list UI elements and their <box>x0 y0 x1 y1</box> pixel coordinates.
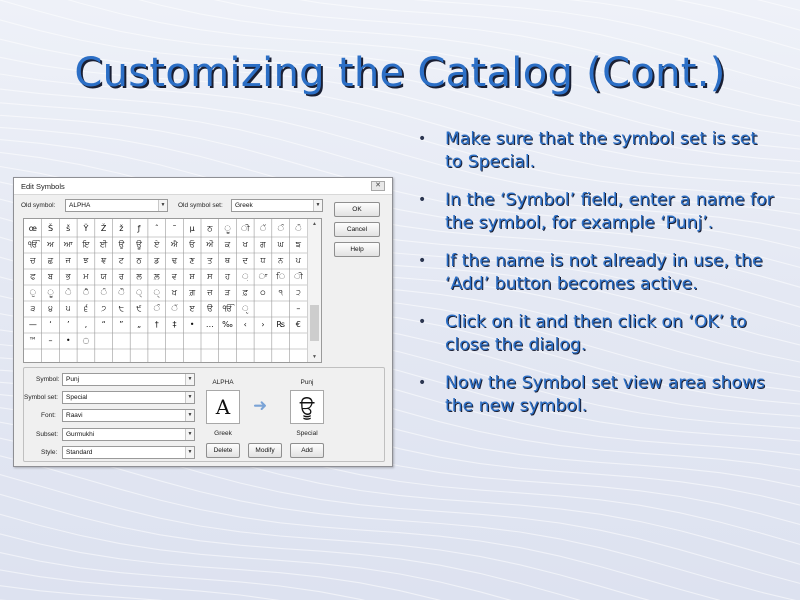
symbol-cell[interactable] <box>254 301 272 317</box>
symbol-cell[interactable]: ਜ <box>65 256 71 265</box>
modify-button[interactable]: Modify <box>248 443 282 458</box>
symbol-cell[interactable]: ੋ <box>295 224 302 233</box>
symbol-cell[interactable]: • <box>65 336 71 345</box>
symbol-cell[interactable]: ਙ <box>295 240 301 249</box>
symbol-cell[interactable]: ਵ <box>171 272 177 281</box>
symbol-cell[interactable]: ਝ <box>83 256 89 265</box>
symbol-cell[interactable]: ੑ <box>153 288 160 297</box>
bullet-glyph: • <box>418 314 427 330</box>
symbol-cell[interactable]: ੇ <box>65 288 72 297</box>
symbol-cell[interactable] <box>166 333 184 349</box>
symbol-cell[interactable]: ਼ <box>242 272 249 281</box>
symbol-cell[interactable]: ੈ <box>82 288 90 297</box>
chevron-down-icon[interactable]: ▼ <box>185 447 194 458</box>
symbol-cell[interactable]: µ <box>189 224 195 233</box>
symbol-cell[interactable]: ‹ <box>243 320 247 329</box>
symbol-cell[interactable]: “ <box>101 320 106 329</box>
symbol-cell[interactable]: ˜ <box>172 224 177 233</box>
ok-button[interactable]: OK <box>334 202 380 217</box>
bullet-text: Make sure that the symbol set is set to Special. <box>445 129 758 172</box>
symbol-cell[interactable]: ₨ <box>276 320 285 329</box>
bullet-text: If the name is not already in use, the ‘Add’ button becomes active. <box>445 251 763 294</box>
symbol-cell[interactable]: ੴ <box>27 240 38 249</box>
style-label: Style: <box>41 449 58 456</box>
symbol-cell[interactable] <box>272 333 290 349</box>
symbol-cell[interactable]: ਏ <box>154 240 160 249</box>
symbol-cell[interactable]: ਓ <box>189 240 195 249</box>
symbol-cell[interactable] <box>130 333 148 349</box>
symbol-cell[interactable]: ਪ <box>295 256 301 265</box>
symbol-cell[interactable]: ˆ <box>154 224 159 233</box>
help-button[interactable]: Help <box>334 242 380 257</box>
add-button[interactable]: Add <box>290 443 324 458</box>
scroll-thumb[interactable] <box>310 305 319 341</box>
scroll-up-icon[interactable]: ▲ <box>312 221 317 227</box>
symbol-cell[interactable]: ਥ <box>224 256 231 265</box>
symbol-cell[interactable] <box>254 333 272 349</box>
symbol-cell[interactable]: ਜ਼ <box>207 288 213 297</box>
symbol-cell[interactable]: ੳ <box>206 304 213 313</box>
bullet-glyph: • <box>418 253 427 269</box>
bullet-item <box>418 250 778 296</box>
symbol-cell[interactable]: ੬ <box>83 304 88 313</box>
symbol-cell[interactable]: ਬ <box>48 272 54 281</box>
delete-button[interactable]: Delete <box>206 443 240 458</box>
bullet-glyph: • <box>418 131 427 147</box>
bullet-item <box>418 372 778 418</box>
symbol-cell[interactable]: ੌ <box>118 288 125 297</box>
symbol-cell[interactable]: ਔ <box>206 240 214 249</box>
bullet-item <box>418 128 778 174</box>
symbol-cell[interactable]: … <box>205 320 214 329</box>
chevron-down-icon[interactable]: ▼ <box>185 374 194 385</box>
symbol-cell[interactable]: ‰ <box>222 320 233 329</box>
symbol-cell[interactable]: ਛ <box>47 256 54 265</box>
symbol-cell[interactable]: ਮ <box>83 272 89 281</box>
symbol-cell[interactable]: ੯ <box>136 304 142 313</box>
symbol-cell[interactable]: ਖ <box>242 240 248 249</box>
symbol-cell[interactable] <box>148 333 166 349</box>
symbol-cell[interactable]: ੱ <box>259 224 267 233</box>
bullet-item <box>418 311 778 357</box>
bullet-text: In the ‘Symbol’ field, enter a name for the symbol, for example ‘Punj’. <box>445 190 774 233</box>
symbol-cell[interactable]: ੵ <box>242 304 249 313</box>
symbol-cell[interactable]: ਊ <box>136 240 142 249</box>
symbol-cell[interactable]: ਸ਼ <box>189 272 195 281</box>
symbol-cell[interactable]: ਭ <box>65 272 71 281</box>
symbol-cell[interactable]: ਢ <box>171 256 178 265</box>
symbol-cell[interactable]: ਾ <box>258 272 268 281</box>
symbol-cell[interactable]: Ž <box>100 224 107 233</box>
new-preview-set: Special <box>296 430 318 437</box>
symbol-cell[interactable]: › <box>261 320 265 329</box>
symbol-cell[interactable]: — <box>28 320 37 329</box>
old-symbol-preview: A <box>206 390 240 424</box>
symbol-cell[interactable]: ੰ <box>153 304 160 313</box>
edit-symbols-dialog <box>13 177 393 467</box>
symbol-cell[interactable]: ਞ <box>101 256 107 265</box>
slide-title: Customizing the Catalog (Cont.) <box>74 50 726 96</box>
chevron-down-icon[interactable]: ▼ <box>158 200 167 211</box>
symbol-cell[interactable] <box>219 333 237 349</box>
new-symbol-preview: ਊ <box>290 390 324 424</box>
symbol-cell[interactable] <box>95 333 113 349</box>
symbol-cell[interactable]: – <box>296 304 301 313</box>
font-select[interactable] <box>62 409 195 422</box>
symbol-cell[interactable] <box>201 333 219 349</box>
new-preview-name: Punj <box>300 379 314 386</box>
dialog-title: Edit Symbols <box>21 182 65 191</box>
symbol-cell[interactable]: œ <box>28 224 37 233</box>
symbol-cell[interactable]: ੲ <box>189 304 195 313</box>
symbol-cell[interactable]: ž <box>119 224 124 233</box>
old-preview-set: Greek <box>214 430 232 437</box>
symbol-cell[interactable]: ਡ <box>154 256 160 265</box>
subset-select[interactable] <box>62 428 195 441</box>
symbol-cell[interactable]: ਇ <box>82 240 90 249</box>
symbol-cell[interactable]: ਦ <box>242 256 248 265</box>
symbol-cell[interactable]: Ÿ <box>83 224 89 233</box>
bullet-list <box>418 128 778 433</box>
symbol-cell[interactable]: ਉ <box>118 240 125 249</box>
symbol-cell[interactable] <box>290 333 308 349</box>
symbol-cell[interactable]: š <box>66 224 71 233</box>
symbol-cell[interactable]: ਗ਼ <box>189 288 196 297</box>
symbol-cell[interactable]: ਘ <box>277 240 284 249</box>
old-symbol-select[interactable] <box>65 199 168 212</box>
symbol-cell[interactable]: ੍ <box>135 288 143 297</box>
symbol-cell[interactable]: ੂ <box>224 224 231 233</box>
arrow-right-icon: ➜ <box>253 396 268 415</box>
symbol-cell[interactable]: ੰ <box>277 224 284 233</box>
symbol-cell[interactable]: ਕ <box>224 240 231 249</box>
symbol-cell[interactable]: ਿ <box>276 272 286 281</box>
symbol-cell[interactable] <box>113 333 131 349</box>
old-preview-name: ALPHA <box>212 379 234 386</box>
symbol-set-combo[interactable] <box>62 391 195 404</box>
symbol-cell[interactable]: ੪ <box>48 304 53 313</box>
old-symbol-set-select[interactable] <box>231 199 323 212</box>
bullet-text: Click on it and then click on ‘OK’ to close the dialog. <box>445 312 747 355</box>
old-symbol-label: Old symbol: <box>21 202 56 209</box>
symbol-cell[interactable] <box>236 333 254 349</box>
cancel-button[interactable]: Cancel <box>334 222 380 237</box>
symbol-cell[interactable]: ੋ <box>100 288 107 297</box>
symbol-cell[interactable]: ƒ <box>137 224 141 233</box>
symbol-cell[interactable]: ੫ <box>65 304 71 313</box>
vertical-scrollbar[interactable] <box>307 219 321 362</box>
symbol-cell[interactable]: ੂ <box>47 288 54 297</box>
symbol-cell[interactable]: ” <box>119 320 124 329</box>
symbol-cell[interactable]: ੩ <box>30 304 36 313</box>
symbol-cell[interactable]: ਫ <box>30 272 36 281</box>
symbol-cell[interactable]: ੱ <box>171 304 178 313</box>
font-value: Raavi <box>66 412 83 419</box>
symbol-cell[interactable]: ਚ <box>30 256 36 265</box>
symbol-cell[interactable]: ◌ <box>82 336 90 345</box>
symbol-value: Punj <box>66 376 80 383</box>
subset-value: Gurmukhi <box>66 431 95 438</box>
close-button[interactable]: ✕ <box>371 181 385 191</box>
symbol-cell[interactable]: ਗ <box>260 240 266 249</box>
symbol-label: Symbol: <box>36 376 60 383</box>
symbol-cell[interactable]: ੦ <box>260 288 266 297</box>
style-select[interactable] <box>62 446 195 459</box>
bullet-glyph: • <box>418 192 427 208</box>
symbol-cell[interactable]: † <box>154 320 159 329</box>
symbol-cell[interactable]: ੭ <box>101 304 107 313</box>
symbol-cell[interactable]: ਨ <box>278 256 284 265</box>
symbol-set-label: Symbol set: <box>24 394 58 401</box>
symbol-cell[interactable]: „ <box>136 320 142 329</box>
symbol-cell[interactable]: ਰ <box>118 272 124 281</box>
symbol-cell[interactable]: ‚ <box>84 320 88 329</box>
symbol-cell[interactable]: ਧ <box>260 256 266 265</box>
symbol-cell[interactable]: ੜ <box>224 288 231 297</box>
symbol-cell[interactable]: ਠ <box>136 256 142 265</box>
symbol-cell[interactable]: € <box>295 320 301 329</box>
old-symbol-set-value: Greek <box>235 202 253 209</box>
symbol-cell[interactable]: ਆ <box>63 240 73 249</box>
symbol-cell[interactable]: ‡ <box>172 320 177 329</box>
symbol-cell[interactable]: ™ <box>28 336 37 345</box>
symbol-cell[interactable] <box>183 333 201 349</box>
chevron-down-icon[interactable]: ▼ <box>185 410 194 421</box>
scroll-down-icon[interactable]: ▼ <box>312 354 317 360</box>
symbol-cell[interactable]: ੨ <box>295 288 301 297</box>
symbol-cell[interactable]: ਹ <box>225 272 230 281</box>
symbol-cell[interactable]: • <box>189 320 195 329</box>
symbol-cell[interactable]: Š <box>47 224 54 233</box>
symbol-cell[interactable]: ੀ <box>293 272 303 281</box>
dialog-titlebar <box>14 178 392 195</box>
symbol-cell[interactable]: ਤ <box>207 256 213 265</box>
symbol-cell[interactable]: ਅ <box>47 240 54 249</box>
symbol-cell[interactable]: ਲ <box>136 272 142 281</box>
symbol-cell[interactable]: ਟ <box>118 256 124 265</box>
old-symbol-set-label: Old symbol set: <box>178 202 223 209</box>
symbol-cell[interactable]: ੧ <box>278 288 283 297</box>
symbol-combo[interactable] <box>62 373 195 386</box>
symbol-set-value: Special <box>66 394 88 401</box>
bullet-item <box>418 189 778 235</box>
symbol-cell[interactable]: ੁ <box>29 288 37 297</box>
symbol-grid[interactable] <box>23 218 322 363</box>
symbol-cell[interactable]: ਐ <box>171 240 178 249</box>
symbol-cell[interactable]: ਯ <box>100 272 107 281</box>
symbol-cell[interactable]: ੮ <box>118 304 124 313</box>
subset-label: Subset: <box>36 431 59 438</box>
symbol-cell[interactable]: ਠ <box>207 224 213 233</box>
symbol-cell[interactable]: ‘ <box>49 320 52 329</box>
chevron-down-icon[interactable]: ▼ <box>185 429 194 440</box>
symbol-cell[interactable]: ੀ <box>240 224 250 233</box>
symbol-cell[interactable]: ਲ਼ <box>153 272 160 281</box>
symbol-cell[interactable]: ਣ <box>189 256 195 265</box>
font-label: Font: <box>41 412 56 419</box>
symbol-cell[interactable]: ਸ <box>207 272 213 281</box>
symbol-cell[interactable]: ੴ <box>222 304 233 313</box>
symbol-cell[interactable]: ਫ਼ <box>242 288 248 297</box>
old-symbol-value: ALPHA <box>69 202 91 209</box>
bullet-glyph: • <box>418 375 427 391</box>
symbol-cell[interactable]: ਖ਼ <box>171 288 177 297</box>
chevron-down-icon[interactable]: ▼ <box>313 200 322 211</box>
style-value: Standard <box>66 449 93 456</box>
symbol-cell[interactable]: – <box>48 336 53 345</box>
bullet-text: Now the Symbol set view area shows the new symbol. <box>445 373 765 416</box>
chevron-down-icon[interactable]: ▼ <box>185 392 194 403</box>
symbol-cell[interactable]: ਈ <box>99 240 108 249</box>
symbol-cell[interactable] <box>272 301 290 317</box>
symbol-cell[interactable]: ’ <box>66 320 70 329</box>
